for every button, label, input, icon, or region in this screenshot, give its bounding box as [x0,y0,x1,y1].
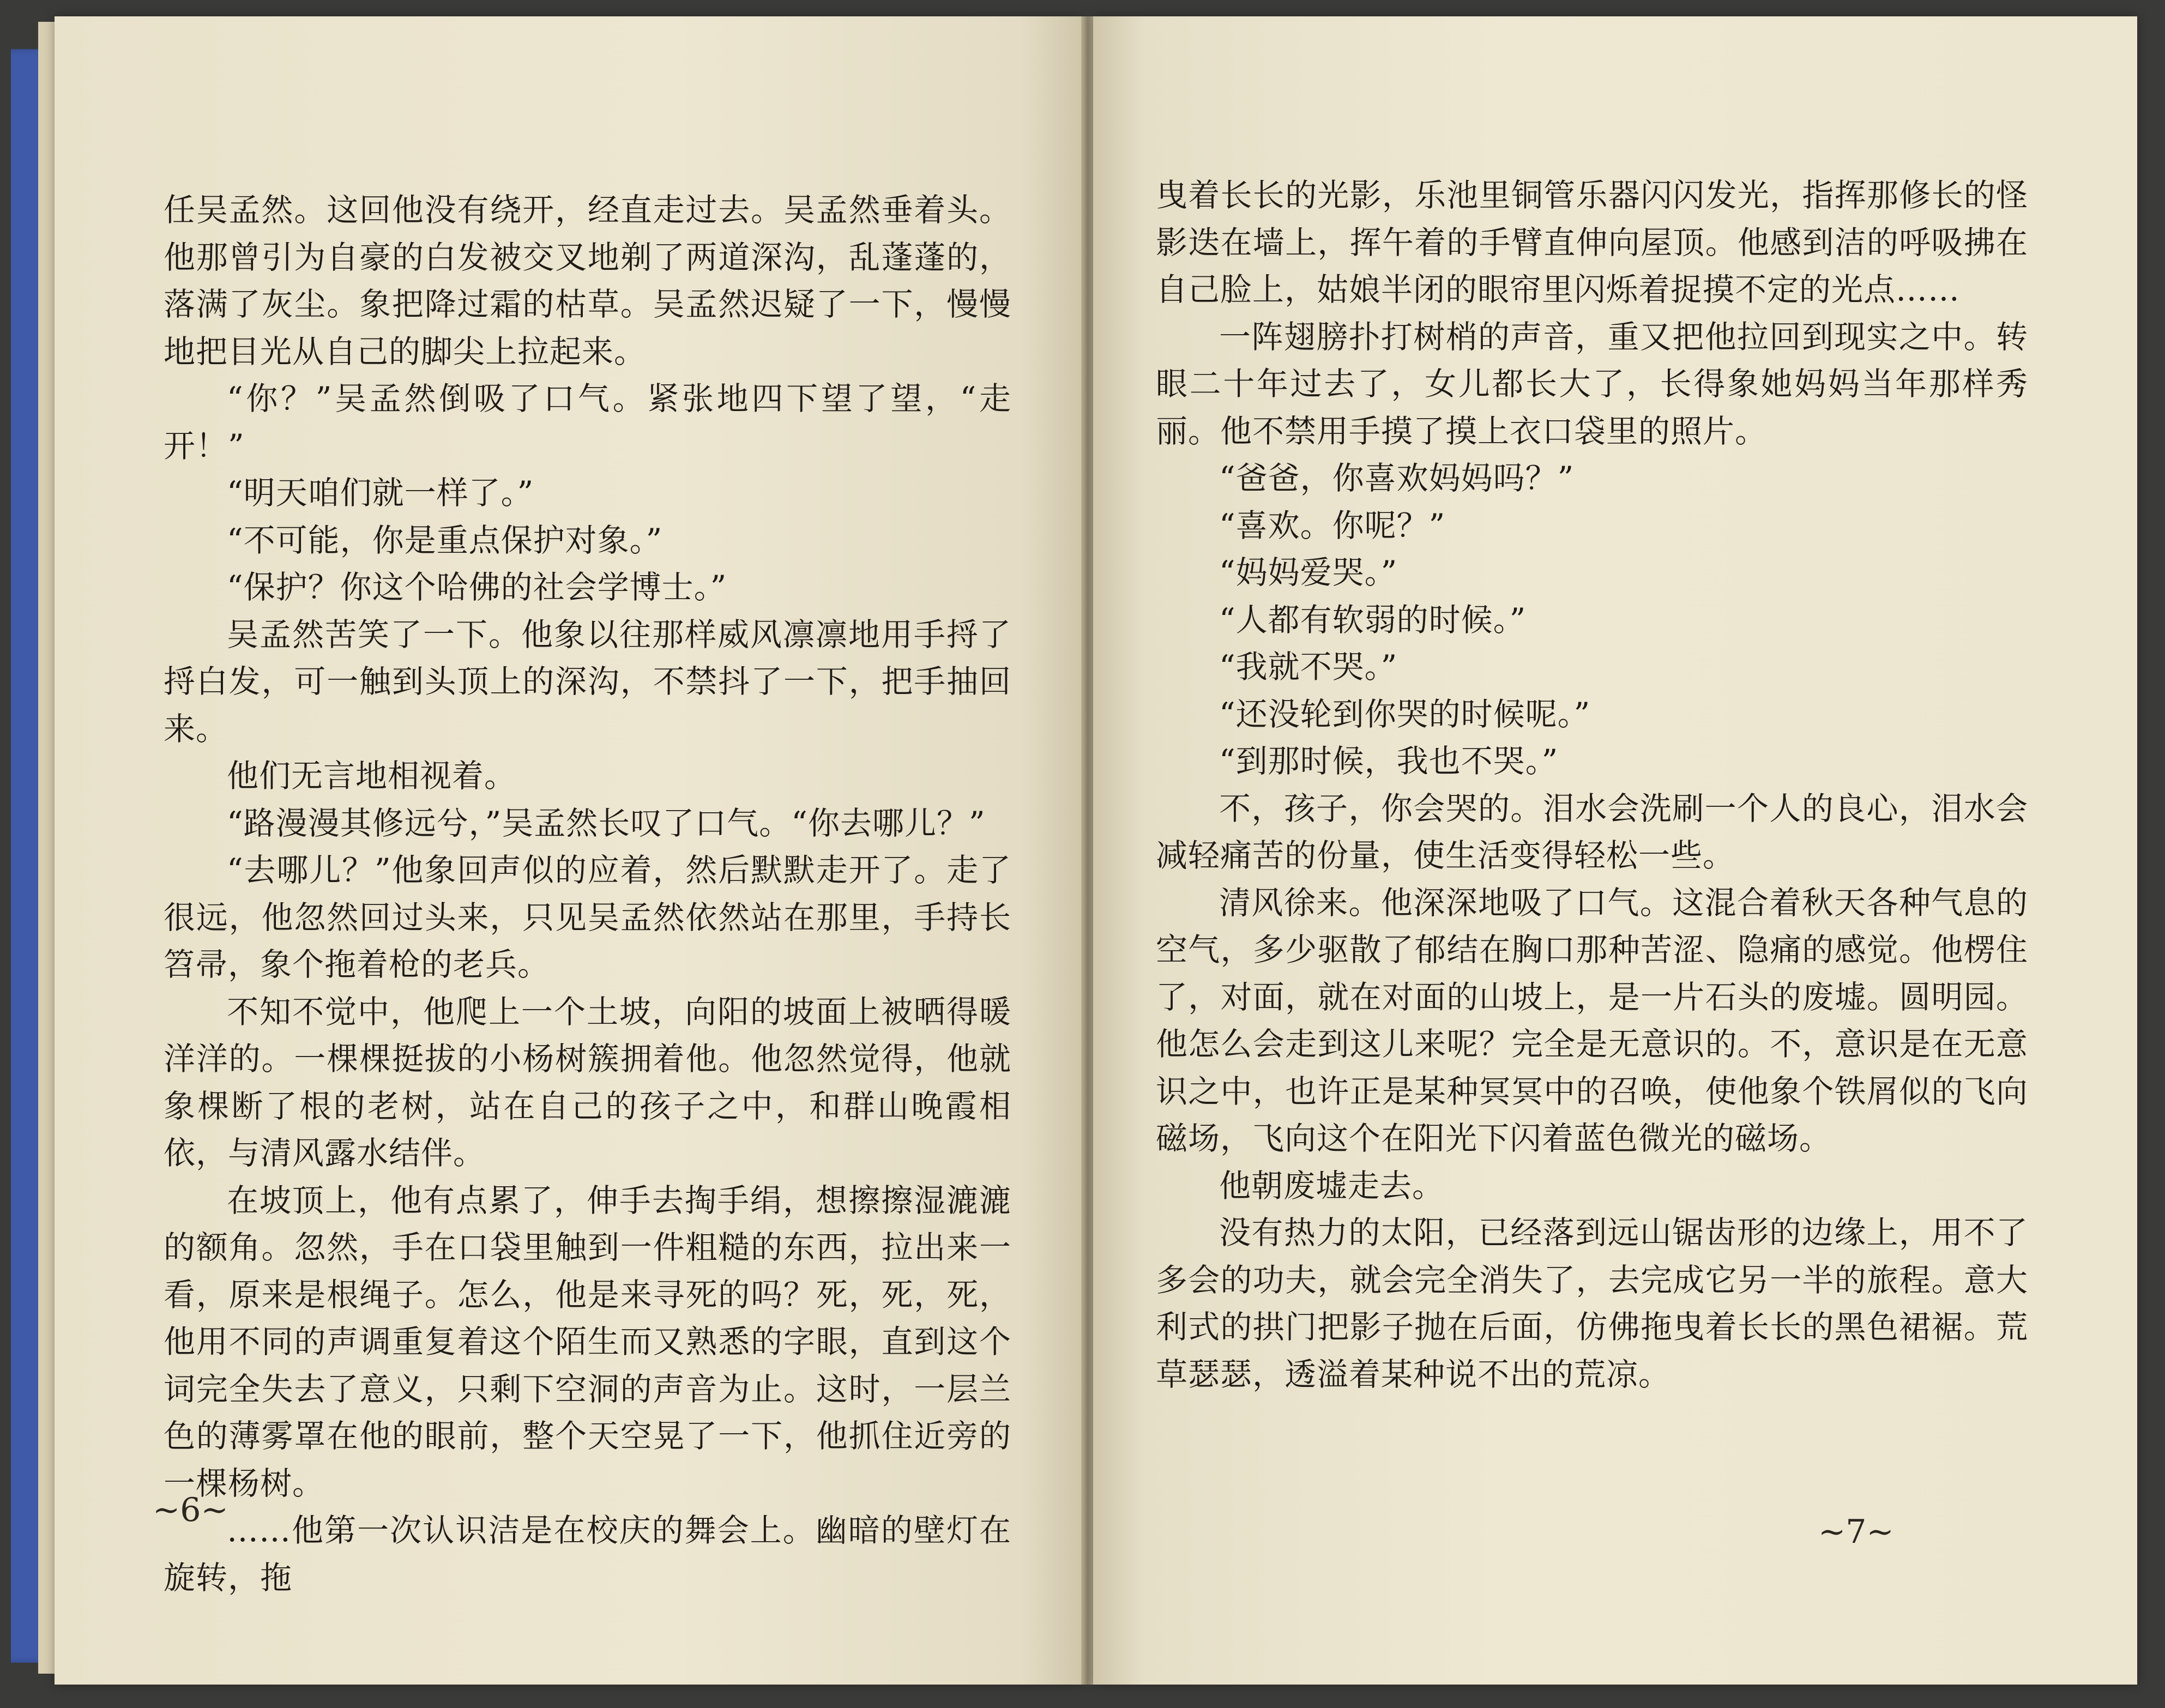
left-page-text [164,186,1011,1601]
page-number: ~7~ [1818,1513,1894,1551]
right-page-text [1156,172,2028,1398]
paragraph: 没有热力的太阳，已经落到远山锯齿形的边缘上，用不了多会的功夫，就会完全消失了，去完成它另一半的旅程。意大利式的拱门把影子抛在后面，仿佛拖曳着长长的黑色裙裾。荒草瑟瑟，透溢着某种说不出的荒凉。 [1156,1214,2028,1393]
paragraph: “人都有软弱的时候。” [1219,601,1527,638]
paragraph: “去哪儿？”他象回声似的应着，然后默默走开了。走了很远，他忽然回过头来，只见吴孟然依然站在那里，手持长笤帚，象个拖着枪的老兵。 [164,852,1011,983]
paragraph: 他朝废墟走去。 [1219,1167,1445,1204]
paragraph: “你？”吴孟然倒吸了口气。紧张地四下望了望，“走开！” [164,380,1011,464]
paragraph: 清风徐来。他深深地吸了口气。这混合着秋天各种气息的空气，多少驱散了郁结在胸口那种苦涩、隐痛的感觉。他楞住了，对面，就在对面的山坡上，是一片石头的废墟。圆明园。他怎么会走到这儿来呢？完全是无意识的。不，意识是在无意识之中，也许正是某种冥冥中的召唤，使他象个铁屑似的飞向磁场，飞向这个在阳光下闪着蓝色微光的磁场。 [1156,884,2028,1157]
right-page [1093,16,2137,1685]
paragraph: “喜欢。你呢？” [1219,506,1446,544]
paragraph: “明天咱们就一样了。” [227,474,534,511]
paragraph: “到那时候，我也不哭。” [1219,743,1559,780]
paragraph: 不知不觉中，他爬上一个土坡，向阳的坡面上被晒得暖洋洋的。一棵棵挺拔的小杨树簇拥着他。他忽然觉得，他就象棵断了根的老树，站在自己的孩子之中，和群山晚霞相依，与清风露水结伴。 [164,993,1011,1172]
paragraph: 他们无言地相视着。 [227,757,517,794]
paragraph: 吴孟然苦笑了一下。他象以往那样威风凛凛地用手捋了捋白发，可一触到头顶上的深沟，不禁抖了一下，把手抽回来。 [164,615,1011,747]
paragraph: 在坡顶上，他有点累了，伸手去掏手绢，想擦擦湿漉漉的额角。忽然，手在口袋里触到一件粗糙的东西，拉出来一看，原来是根绳子。怎么，他是来寻死的吗？死，死，死，他用不同的声调重复着这个陌生而又熟悉的字眼，直到这个词完全失去了意义，只剩下空洞的声音为止。这时，一层兰色的薄雾罩在他的眼前，整个天空晃了一下，他抓住近旁的一棵杨树。 [164,1181,1011,1502]
paragraph: “保护？你这个哈佛的社会学博士。” [227,569,727,606]
paragraph: “妈妈爱哭。” [1219,554,1398,591]
paragraph: 曳着长长的光影，乐池里铜管乐器闪闪发光，指挥那修长的怪影迭在墙上，挥午着的手臂直伸向屋顶。他感到洁的呼吸拂在自己脸上，姑娘半闭的眼帘里闪烁着捉摸不定的光点…… [1156,177,2028,308]
page-number: ~6~ [153,1491,228,1529]
book-gutter [1081,16,1094,1685]
paragraph: “还没轮到你哭的时候呢。” [1219,695,1591,733]
paragraph: 不，孩子，你会哭的。泪水会洗刷一个人的良心，泪水会减轻痛苦的份量，使生活变得轻松一些。 [1156,789,2028,874]
paragraph: “路漫漫其修远兮，”吴孟然长叹了口气。“你去哪儿？” [227,804,986,842]
paragraph: “我就不哭。” [1219,648,1398,685]
paragraph: 任吴孟然。这回他没有绕开，经直走过去。吴孟然垂着头。他那曾引为自豪的白发被交叉地剃了两道深沟，乱蓬蓬的，落满了灰尘。象把降过霜的枯草。吴孟然迟疑了一下，慢慢地把目光从自己的脚尖上拉起来。 [164,191,1011,370]
paragraph: “爸爸，你喜欢妈妈吗？” [1219,460,1575,497]
left-page [55,16,1082,1685]
paragraph: “不可能，你是重点保护对象。” [227,521,663,559]
paragraph: 一阵翅膀扑打树梢的声音，重又把他拉回到现实之中。转眼二十年过去了，女儿都长大了，长得象她妈妈当年那样秀丽。他不禁用手摸了摸上衣口袋里的照片。 [1156,318,2028,450]
paragraph: ……他第一次认识洁是在校庆的舞会上。幽暗的壁灯在旋转，拖 [164,1512,1011,1596]
